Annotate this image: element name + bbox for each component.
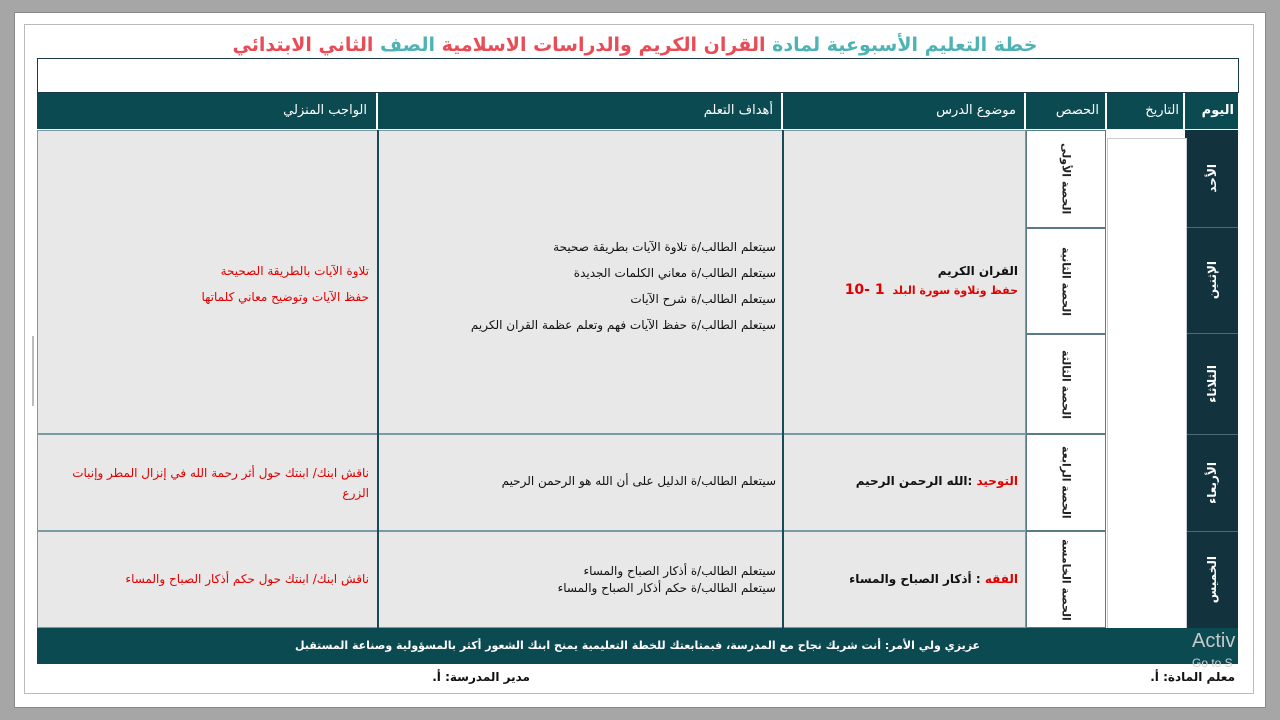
table-header <box>37 93 1238 129</box>
tawheed-homework: ناقش ابنك/ ابنتك حول أثر رحمة الله في إنزال المطر وإنبات الزرع <box>72 466 369 500</box>
quran-topic-detail <box>790 282 1018 298</box>
tawheed-objective: سيتعلم الطالب/ة الدليل على أن الله هو الرحمن الرحيم <box>501 474 776 488</box>
quran-homework <box>45 258 369 310</box>
parent-message: عزيزي ولي الأمر: أنت شريك نجاح مع المدرسة، فبمتابعتك للخطة التعليمية يمنح ابنك الشعور أكثر بالمسؤولية وصناعة المستقبل <box>37 628 1238 664</box>
quran-topic-range: 1 -10 <box>844 282 885 298</box>
fiqh-text: : أذكار الصباح والمساء <box>849 572 981 586</box>
fiqh-label: الفقه <box>984 572 1018 586</box>
fiqh-topic <box>790 572 1018 586</box>
fiqh-homework: ناقش ابنك/ ابنتك حول حكم أذكار الصباح والمساء <box>125 572 369 586</box>
period-cell <box>1026 130 1106 228</box>
title-subject: القران الكريم والدراسات الاسلامية <box>441 34 766 56</box>
period-cell <box>1026 434 1106 531</box>
divider <box>782 130 784 628</box>
day-thursday <box>1185 532 1238 628</box>
header-periods: الحصص <box>1055 103 1099 118</box>
header-homework: الواجب المنزلي <box>283 103 367 118</box>
objective-item: سيتعلم الطالب/ة حفظ الآيات فهم وتعلم عظمة القران الكريم <box>470 318 776 332</box>
period-label: الحصة الأولى <box>1059 143 1073 215</box>
day-label: الخميس <box>1204 556 1219 604</box>
day-label: الأربعاء <box>1204 462 1219 504</box>
period-label: الحصة الثانية <box>1059 246 1073 316</box>
day-wednesday <box>1185 435 1238 532</box>
tawheed-label: التوحيد <box>976 474 1018 488</box>
header-topic: موضوع الدرس <box>936 103 1016 118</box>
day-label: الثلاثاء <box>1204 365 1219 403</box>
fiqh-objectives <box>388 563 776 597</box>
period-label: الحصة الخامسة <box>1059 538 1073 621</box>
homework-item: تلاوة الآيات بالطريقة الصحيحة <box>220 264 369 278</box>
objective-item: سيتعلم الطالب/ة تلاوة الآيات بطريقة صحيحة <box>553 240 776 254</box>
day-label: الأحد <box>1204 164 1219 193</box>
day-sunday <box>1185 130 1238 228</box>
day-tuesday <box>1185 334 1238 435</box>
scroll-marker <box>32 336 34 406</box>
title-grade-label: الصف <box>380 34 436 56</box>
title-part1: خطة التعليم الأسبوعية لمادة <box>772 34 1038 56</box>
objective-item: سيتعلم الطالب/ة حكم أذكار الصباح والمساء <box>557 581 776 595</box>
period-label: الحصة الثالثة <box>1059 349 1073 419</box>
day-column <box>1185 130 1238 628</box>
quran-topic-title: القران الكريم <box>937 264 1018 278</box>
activation-watermark-sub: Go to S <box>1192 656 1233 670</box>
principal-signature: مدير المدرسة: أ. <box>432 670 530 684</box>
objective-item: سيتعلم الطالب/ة أذكار الصباح والمساء <box>583 564 776 578</box>
date-column[interactable] <box>1107 138 1187 630</box>
period-cell <box>1026 334 1106 434</box>
tawheed-topic <box>790 474 1018 488</box>
homework-item: حفظ الآيات وتوضيح معاني كلماتها <box>201 290 369 304</box>
period-cell <box>1026 228 1106 334</box>
period-label: الحصة الرابعة <box>1059 446 1073 519</box>
divider <box>377 130 379 628</box>
header-day: اليوم <box>1201 103 1234 118</box>
activation-watermark: Activ <box>1192 630 1236 652</box>
quran-objectives <box>388 234 776 338</box>
title-grade: الثاني الابتدائي <box>232 34 374 56</box>
header-objectives: أهداف التعلم <box>703 103 773 118</box>
day-monday <box>1185 228 1238 334</box>
teacher-signature: معلم المادة: أ. <box>1150 670 1235 684</box>
objective-item: سيتعلم الطالب/ة معاني الكلمات الجديدة <box>573 266 776 280</box>
objective-item: سيتعلم الطالب/ة شرح الآيات <box>630 292 776 306</box>
period-cell <box>1026 531 1106 628</box>
tawheed-text: :الله الرحمن الرحيم <box>855 474 973 488</box>
header-date: التاريخ <box>1145 103 1179 118</box>
day-label: الإثنين <box>1204 261 1219 300</box>
info-box[interactable] <box>37 58 1239 93</box>
page-title <box>230 34 1040 56</box>
quran-topic-surah: حفظ وتلاوة سورة البلد <box>892 284 1018 297</box>
